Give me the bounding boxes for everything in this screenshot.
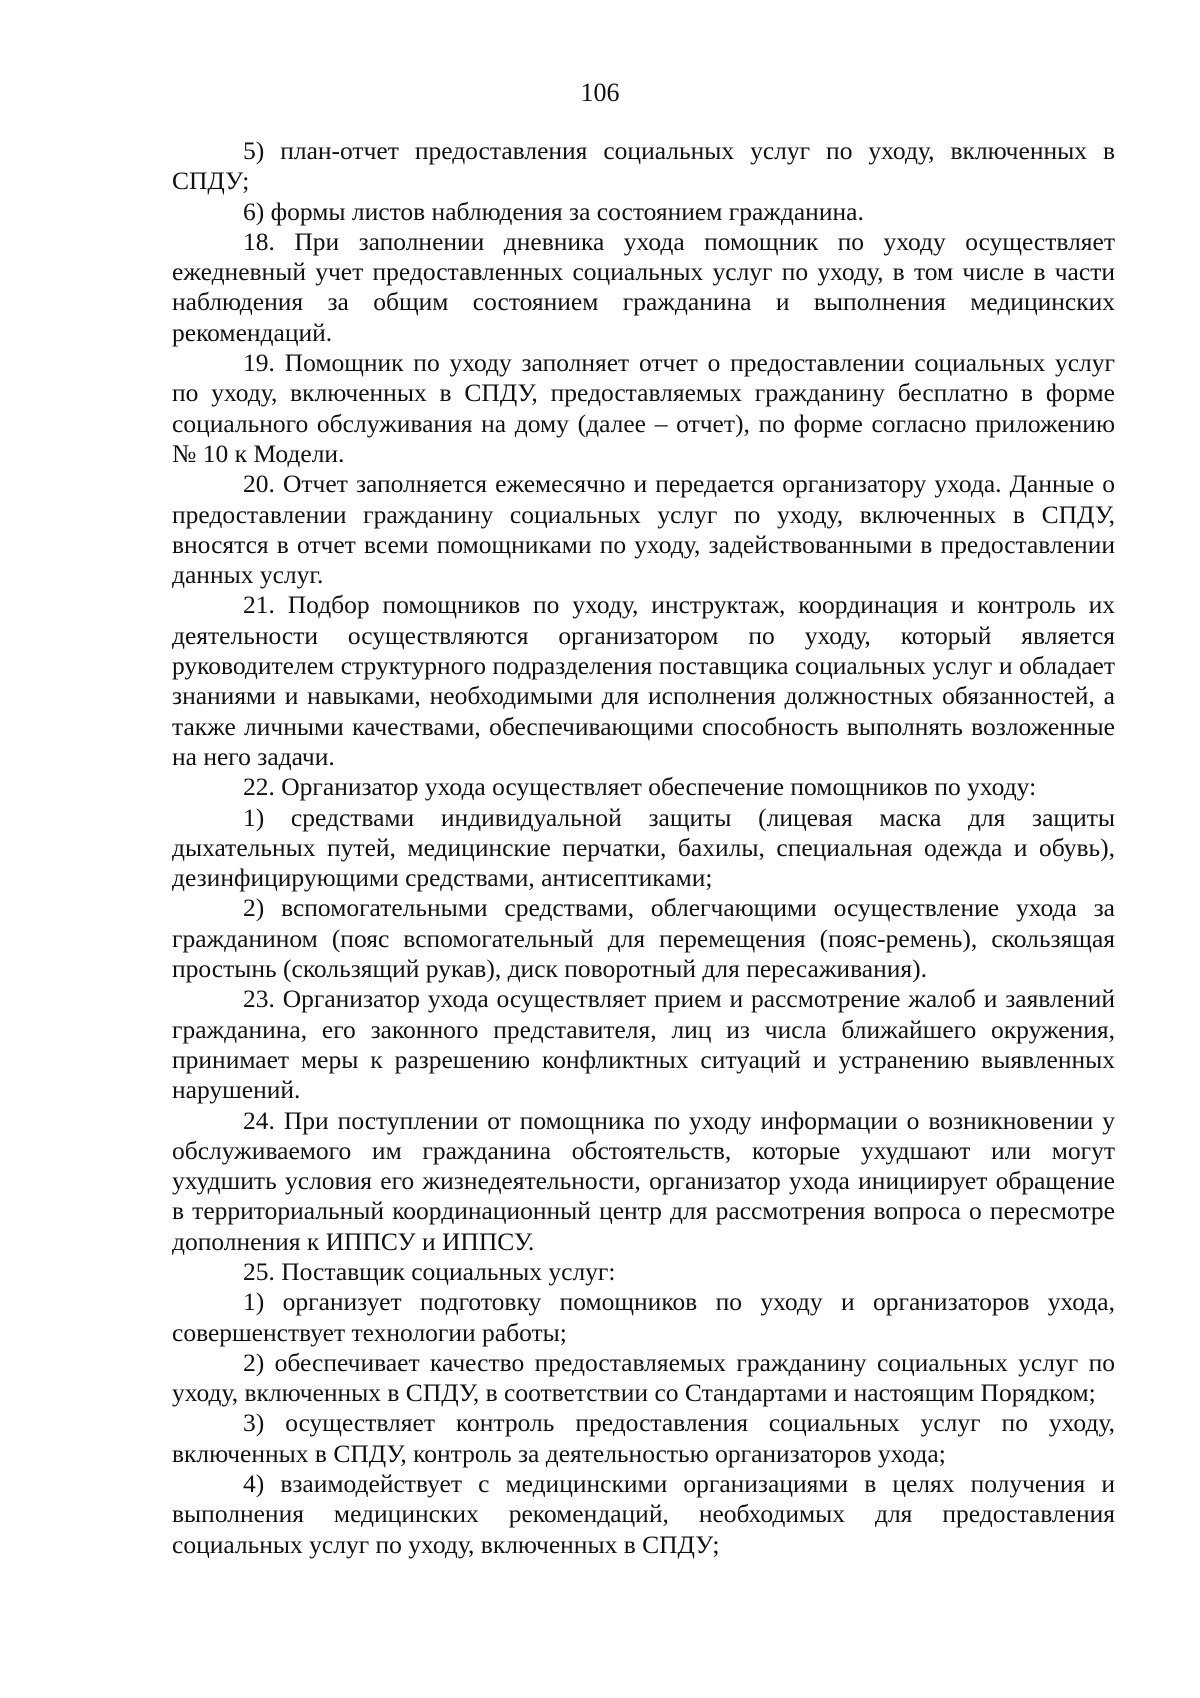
paragraph-item-6-observation-forms: 6) формы листов наблюдения за состоянием гражданина. [243, 196, 864, 226]
paragraph-item-5-plan-report: 5) план-отчет предоставления социальных услуг по уходу, включенных в СПДУ; [172, 136, 1115, 196]
paragraph-25-item-1: 1) организует подготовку помощников по уходу и организаторов ухода, совершенствует технологии работы; [172, 1287, 1115, 1347]
paragraph-25-item-4: 4) взаимодействует с медицинскими организациями в целях получения и выполнения медицинских рекомендаций, необходимых для предоставления социальных услуг по уходу, включенных в СПДУ; [172, 1469, 1115, 1559]
paragraph-25-item-2: 2) обеспечивает качество предоставляемых гражданину социальных услуг по уходу, включенных в СПДУ, в соответствии со Стандартами и настоящим Порядком; [172, 1347, 1115, 1408]
paragraph-22-item-1: 1) средствами индивидуальной защиты (лицевая маска для защиты дыхательных путей, медицинские перчатки, бахилы, специальная одежда и обувь), дезинфицирующими средствами, антисептиками; [172, 802, 1115, 893]
paragraph-19: 19. Помощник по уходу заполняет отчет о предоставлении социальных услуг по уходу, включенных в СПДУ, предоставляемых гражданину бесплатно в форме социального обслуживания на дому (далее – отчет), по форме согласно приложению № 10 к Модели. [172, 348, 1115, 468]
paragraph-24: 24. При поступлении от помощника по уходу информации о возникновении у обслуживаемого им гражданина обстоятельств, которые ухудшают или могут ухудшить условия его жизнедеятельности, организатор ухода инициирует обращение в территориальный координационный центр для рассмотрения вопроса о пересмотре дополнения к ИППСУ и ИППСУ. [172, 1105, 1115, 1256]
paragraph-18: 18. При заполнении дневника ухода помощник по уходу осуществляет ежедневный учет предоставленных социальных услуг по уходу, в том числе в части наблюдения за общим состоянием гражданина и выполнения медицинских рекомендаций. [172, 226, 1115, 347]
paragraph-25: 25. Поставщик социальных услуг: [243, 1256, 616, 1286]
paragraph-20: 20. Отчет заполняется ежемесячно и передается организатору ухода. Данные о предоставлении гражданину социальных услуг по уходу, включенных в СПДУ, вносятся в отчет всеми помощниками по уходу, задействованными в предоставлении данных услуг. [172, 469, 1115, 590]
paragraph-25-item-3: 3) осуществляет контроль предоставления социальных услуг по уходу, включенных в СПДУ, контроль за деятельностью организаторов ухода; [172, 1408, 1115, 1468]
paragraph-22-item-2: 2) вспомогательными средствами, облегчающими осуществление ухода за гражданином (пояс вспомогательный для перемещения (пояс-ремень), скользящая простынь (скользящий рукав), диск поворотный для пересаживания). [172, 893, 1115, 984]
paragraph-22: 22. Организатор ухода осуществляет обеспечение помощников по уходу: [243, 772, 1037, 802]
paragraph-21: 21. Подбор помощников по уходу, инструктаж, координация и контроль их деятельности осуществляются организатором по уходу, который является руководителем структурного подразделения поставщика социальных услуг и обладает знаниями и навыками, необходимыми для исполнения должностных обязанностей, а также личными качествами, обеспечивающими способность выполнять возложенные на него задачи. [172, 590, 1115, 771]
paragraph-23: 23. Организатор ухода осуществляет прием и рассмотрение жалоб и заявлений гражданина, его законного представителя, лиц из числа ближайшего окружения, принимает меры к разрешению конфликтных ситуаций и устранению выявленных нарушений. [172, 984, 1115, 1105]
page-number: 106 [580, 78, 620, 107]
document-body [172, 136, 1115, 1560]
